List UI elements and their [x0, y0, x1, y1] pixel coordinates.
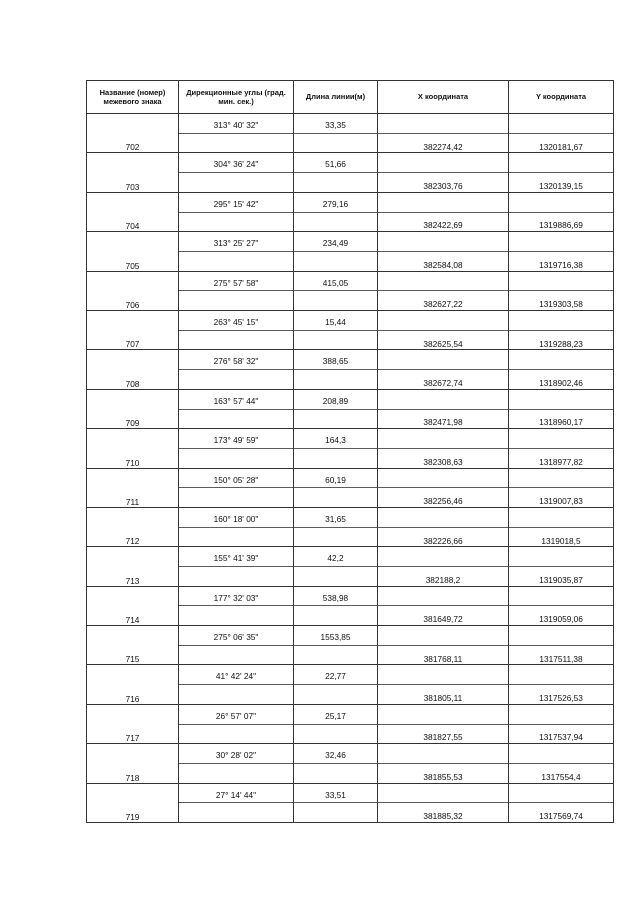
line-length-cell-top: 15,44 — [325, 316, 346, 327]
header-x-coordinate: X координата — [378, 81, 509, 114]
y-coordinate-cell — [509, 468, 614, 507]
x-coordinate-cell-bottom: 382308,63 — [423, 456, 463, 467]
x-coordinate-cell-bottom: 382256,46 — [423, 496, 463, 507]
y-coordinate-cell-bottom: 1318960,17 — [539, 417, 583, 428]
direction-angle-cell — [179, 350, 294, 389]
direction-angle-cell-top: 160° 18' 00" — [213, 513, 259, 524]
header-direction-angle: Дирекционные углы (град. мин. сек.) — [179, 81, 294, 114]
boundary-coordinates-table — [86, 80, 614, 823]
direction-angle-cell-bottom — [179, 182, 293, 192]
header-y-coordinate: Y координата — [509, 81, 614, 114]
x-coordinate-cell — [378, 665, 509, 704]
y-coordinate-cell — [509, 783, 614, 822]
y-coordinate-cell — [509, 744, 614, 783]
line-length-cell-top: 415,05 — [322, 277, 349, 288]
y-coordinate-cell — [509, 704, 614, 743]
y-coordinate-cell-bottom: 1317537,94 — [539, 732, 583, 743]
direction-angle-cell-top: 313° 40' 32" — [213, 120, 259, 130]
y-coordinate-cell-bottom: 1319035,87 — [539, 574, 583, 585]
y-coordinate-cell-top — [509, 279, 613, 289]
direction-angle-cell-top: 163° 57' 44" — [213, 395, 259, 406]
table-row — [87, 744, 614, 783]
point-name-cell: 713 — [87, 547, 179, 586]
line-length-cell-bottom — [294, 143, 377, 153]
x-coordinate-cell — [378, 626, 509, 665]
line-length-cell-bottom — [294, 537, 377, 547]
line-length-cell-top: 33,51 — [325, 789, 346, 800]
x-coordinate-cell-top — [378, 397, 508, 407]
y-coordinate-cell-top — [509, 476, 613, 486]
direction-angle-cell-bottom — [179, 340, 293, 350]
y-coordinate-cell-top — [509, 791, 613, 801]
direction-angle-cell-top: 295° 15' 42" — [213, 198, 259, 209]
direction-angle-cell-bottom — [179, 300, 293, 310]
x-coordinate-cell — [378, 389, 509, 428]
point-name-cell: 715 — [87, 626, 179, 665]
line-length-cell — [294, 507, 378, 546]
table-row — [87, 429, 614, 468]
point-name-cell: 709 — [87, 389, 179, 428]
point-name-cell: 717 — [87, 704, 179, 743]
x-coordinate-cell-bottom: 381649,72 — [423, 614, 463, 625]
line-length-cell-top: 32,46 — [325, 750, 346, 761]
direction-angle-cell — [179, 547, 294, 586]
table-body — [87, 114, 614, 823]
x-coordinate-cell-top — [378, 554, 508, 564]
table-row — [87, 310, 614, 349]
x-coordinate-cell — [378, 783, 509, 822]
line-length-cell-top: 51,66 — [325, 159, 346, 170]
x-coordinate-cell — [378, 507, 509, 546]
line-length-cell-bottom — [294, 576, 377, 586]
x-coordinate-cell-bottom: 381885,32 — [423, 811, 463, 822]
point-name-cell: 703 — [87, 153, 179, 192]
y-coordinate-cell-bottom: 1317511,38 — [539, 653, 583, 664]
direction-angle-cell — [179, 744, 294, 783]
table-row — [87, 704, 614, 743]
y-coordinate-cell-bottom: 1317569,74 — [539, 811, 583, 822]
x-coordinate-cell-bottom: 382471,98 — [423, 417, 463, 428]
x-coordinate-cell-bottom: 382584,08 — [423, 259, 463, 270]
x-coordinate-cell — [378, 704, 509, 743]
line-length-cell-bottom — [294, 497, 377, 507]
line-length-cell-top: 22,77 — [325, 671, 346, 682]
line-length-cell-bottom — [294, 773, 377, 783]
y-coordinate-cell-bottom: 1317526,53 — [539, 693, 583, 704]
direction-angle-cell — [179, 271, 294, 310]
y-coordinate-cell-bottom: 1317554,4 — [541, 771, 581, 782]
y-coordinate-cell — [509, 192, 614, 231]
direction-angle-cell-bottom — [179, 812, 293, 822]
y-coordinate-cell — [509, 350, 614, 389]
x-coordinate-cell-top — [378, 515, 508, 525]
x-coordinate-cell-top — [378, 594, 508, 604]
line-length-cell-top: 208,89 — [322, 395, 349, 406]
line-length-cell — [294, 271, 378, 310]
y-coordinate-cell-top — [509, 200, 613, 210]
table-row — [87, 547, 614, 586]
direction-angle-cell — [179, 626, 294, 665]
line-length-cell-bottom — [294, 458, 377, 468]
point-name-cell: 702 — [87, 114, 179, 153]
point-name-cell: 714 — [87, 586, 179, 625]
x-coordinate-cell-top — [378, 476, 508, 486]
line-length-cell — [294, 429, 378, 468]
line-length-cell-top: 31,65 — [325, 513, 346, 524]
header-point-name: Название (номер) межевого знака — [87, 81, 179, 114]
direction-angle-cell-top: 275° 57' 58" — [213, 277, 259, 288]
direction-angle-cell-top: 263° 45' 15" — [213, 316, 259, 327]
direction-angle-cell-bottom — [179, 458, 293, 468]
point-name-cell: 704 — [87, 192, 179, 231]
direction-angle-cell-bottom — [179, 694, 293, 704]
direction-angle-cell-top: 276° 58' 32" — [213, 356, 259, 367]
line-length-cell-bottom — [294, 655, 377, 665]
line-length-cell-bottom — [294, 261, 377, 271]
x-coordinate-cell — [378, 547, 509, 586]
y-coordinate-cell-top — [509, 121, 613, 131]
direction-angle-cell-top: 155° 41' 39" — [213, 553, 259, 564]
direction-angle-cell-bottom — [179, 418, 293, 428]
direction-angle-cell — [179, 153, 294, 192]
direction-angle-cell — [179, 665, 294, 704]
direction-angle-cell — [179, 389, 294, 428]
x-coordinate-cell-top — [378, 279, 508, 289]
line-length-cell-top: 279,16 — [322, 198, 349, 209]
y-coordinate-cell — [509, 429, 614, 468]
x-coordinate-cell — [378, 586, 509, 625]
y-coordinate-cell-top — [509, 554, 613, 564]
line-length-cell-bottom — [294, 812, 377, 822]
point-name-cell: 705 — [87, 232, 179, 271]
direction-angle-cell-top: 26° 57' 07" — [215, 710, 257, 721]
y-coordinate-cell-top — [509, 239, 613, 249]
table-row — [87, 507, 614, 546]
direction-angle-cell — [179, 586, 294, 625]
line-length-cell-bottom — [294, 300, 377, 310]
line-length-cell — [294, 153, 378, 192]
direction-angle-cell-bottom — [179, 221, 293, 231]
direction-angle-cell-bottom — [179, 733, 293, 743]
line-length-cell-bottom — [294, 694, 377, 704]
x-coordinate-cell-top — [378, 672, 508, 682]
direction-angle-cell-bottom — [179, 537, 293, 547]
direction-angle-cell-top: 173° 49' 59" — [213, 435, 259, 446]
direction-angle-cell-bottom — [179, 497, 293, 507]
table-row — [87, 232, 614, 271]
point-name-cell: 706 — [87, 271, 179, 310]
direction-angle-cell-bottom — [179, 773, 293, 783]
line-length-cell — [294, 310, 378, 349]
x-coordinate-cell-bottom: 381805,11 — [423, 693, 463, 704]
line-length-cell-top: 42,2 — [327, 553, 344, 564]
direction-angle-cell-bottom — [179, 615, 293, 625]
line-length-cell-bottom — [294, 340, 377, 350]
point-name-cell: 716 — [87, 665, 179, 704]
header-line-length: Длина линии(м) — [294, 81, 378, 114]
table-row — [87, 389, 614, 428]
y-coordinate-cell-bottom: 1318977,82 — [539, 456, 583, 467]
line-length-cell-top: 164,3 — [325, 435, 346, 446]
point-name-cell: 712 — [87, 507, 179, 546]
line-length-cell-top: 388,65 — [322, 356, 349, 367]
direction-angle-cell-top: 41° 42' 24" — [215, 671, 257, 682]
line-length-cell-bottom — [294, 418, 377, 428]
table-row — [87, 626, 614, 665]
y-coordinate-cell-top — [509, 594, 613, 604]
line-length-cell — [294, 114, 378, 153]
line-length-cell — [294, 586, 378, 625]
table-row — [87, 783, 614, 822]
direction-angle-cell — [179, 114, 294, 153]
y-coordinate-cell-bottom: 1319716,38 — [539, 259, 583, 270]
y-coordinate-cell-bottom: 1318902,46 — [539, 377, 583, 388]
y-coordinate-cell-top — [509, 397, 613, 407]
x-coordinate-cell-top — [378, 239, 508, 249]
y-coordinate-cell-top — [509, 318, 613, 328]
x-coordinate-cell-bottom: 382226,66 — [423, 535, 463, 546]
line-length-cell — [294, 626, 378, 665]
line-length-cell — [294, 192, 378, 231]
x-coordinate-cell — [378, 310, 509, 349]
direction-angle-cell-top: 313° 25' 27" — [213, 238, 259, 249]
x-coordinate-cell — [378, 429, 509, 468]
line-length-cell-top: 538,98 — [322, 592, 349, 603]
table-row — [87, 350, 614, 389]
point-name-cell: 711 — [87, 468, 179, 507]
table-row — [87, 153, 614, 192]
direction-angle-cell — [179, 704, 294, 743]
line-length-cell — [294, 350, 378, 389]
x-coordinate-cell-top — [378, 436, 508, 446]
y-coordinate-cell-top — [509, 712, 613, 722]
table-row — [87, 468, 614, 507]
x-coordinate-cell-bottom: 381855,53 — [423, 771, 463, 782]
x-coordinate-cell — [378, 153, 509, 192]
y-coordinate-cell — [509, 389, 614, 428]
x-coordinate-cell-bottom: 382627,22 — [423, 299, 463, 310]
y-coordinate-cell-bottom: 1319059,06 — [539, 614, 583, 625]
y-coordinate-cell-top — [509, 751, 613, 761]
line-length-cell-top: 1553,85 — [320, 632, 351, 643]
document-page — [86, 80, 613, 823]
x-coordinate-cell-bottom: 382274,42 — [423, 141, 463, 152]
y-coordinate-cell-top — [509, 515, 613, 525]
direction-angle-cell-top: 304° 36' 24" — [213, 159, 259, 170]
table-row — [87, 586, 614, 625]
x-coordinate-cell — [378, 468, 509, 507]
y-coordinate-cell — [509, 507, 614, 546]
direction-angle-cell-top: 177° 32' 03" — [213, 592, 259, 603]
line-length-cell-bottom — [294, 615, 377, 625]
line-length-cell-top: 234,49 — [322, 238, 349, 249]
line-length-cell — [294, 389, 378, 428]
x-coordinate-cell — [378, 744, 509, 783]
point-name-cell: 710 — [87, 429, 179, 468]
line-length-cell — [294, 783, 378, 822]
x-coordinate-cell-top — [378, 791, 508, 801]
direction-angle-cell — [179, 468, 294, 507]
x-coordinate-cell-bottom: 382625,54 — [423, 338, 463, 349]
line-length-cell-bottom — [294, 221, 377, 231]
y-coordinate-cell-bottom: 1319007,83 — [539, 496, 583, 507]
direction-angle-cell — [179, 310, 294, 349]
direction-angle-cell-top: 27° 14' 44" — [215, 789, 257, 800]
line-length-cell — [294, 232, 378, 271]
line-length-cell-top: 60,19 — [325, 474, 346, 485]
line-length-cell — [294, 665, 378, 704]
x-coordinate-cell-top — [378, 318, 508, 328]
point-name-cell: 719 — [87, 783, 179, 822]
direction-angle-cell-bottom — [179, 379, 293, 389]
x-coordinate-cell-bottom: 381768,11 — [423, 653, 463, 664]
y-coordinate-cell-bottom: 1319303,58 — [539, 299, 583, 310]
direction-angle-cell-bottom — [179, 261, 293, 271]
y-coordinate-cell — [509, 626, 614, 665]
x-coordinate-cell-bottom: 382188,2 — [425, 574, 461, 585]
direction-angle-cell-top: 150° 05' 28" — [213, 474, 259, 485]
direction-angle-cell-bottom — [179, 576, 293, 586]
y-coordinate-cell-bottom: 1319018,5 — [541, 535, 581, 546]
y-coordinate-cell — [509, 547, 614, 586]
table-row — [87, 271, 614, 310]
y-coordinate-cell — [509, 114, 614, 153]
line-length-cell-bottom — [294, 379, 377, 389]
y-coordinate-cell-top — [509, 672, 613, 682]
y-coordinate-cell-top — [509, 160, 613, 170]
x-coordinate-cell-bottom: 382422,69 — [423, 220, 463, 231]
y-coordinate-cell — [509, 271, 614, 310]
line-length-cell — [294, 468, 378, 507]
x-coordinate-cell-top — [378, 200, 508, 210]
y-coordinate-cell-top — [509, 357, 613, 367]
table-header-row — [87, 81, 614, 114]
direction-angle-cell-top: 275° 06' 35" — [213, 632, 259, 643]
x-coordinate-cell-top — [378, 357, 508, 367]
y-coordinate-cell — [509, 310, 614, 349]
x-coordinate-cell — [378, 350, 509, 389]
y-coordinate-cell — [509, 232, 614, 271]
line-length-cell-bottom — [294, 182, 377, 192]
point-name-cell: 707 — [87, 310, 179, 349]
y-coordinate-cell-top — [509, 436, 613, 446]
x-coordinate-cell-bottom: 382672,74 — [423, 377, 463, 388]
x-coordinate-cell-top — [378, 121, 508, 131]
x-coordinate-cell-bottom: 381827,55 — [423, 732, 463, 743]
direction-angle-cell-bottom — [179, 143, 293, 153]
point-name-cell: 708 — [87, 350, 179, 389]
table-row — [87, 665, 614, 704]
x-coordinate-cell-top — [378, 751, 508, 761]
direction-angle-cell — [179, 232, 294, 271]
y-coordinate-cell — [509, 586, 614, 625]
line-length-cell — [294, 704, 378, 743]
y-coordinate-cell — [509, 153, 614, 192]
point-name-cell: 718 — [87, 744, 179, 783]
table-row — [87, 192, 614, 231]
line-length-cell-top: 33,35 — [325, 120, 346, 130]
y-coordinate-cell — [509, 665, 614, 704]
y-coordinate-cell-top — [509, 633, 613, 643]
direction-angle-cell-top: 30° 28' 02" — [215, 750, 257, 761]
direction-angle-cell — [179, 429, 294, 468]
x-coordinate-cell — [378, 114, 509, 153]
direction-angle-cell — [179, 783, 294, 822]
y-coordinate-cell-bottom: 1319288,23 — [539, 338, 583, 349]
x-coordinate-cell-top — [378, 633, 508, 643]
x-coordinate-cell-bottom: 382303,76 — [423, 180, 463, 191]
y-coordinate-cell-bottom: 1320139,15 — [539, 180, 583, 191]
x-coordinate-cell-top — [378, 712, 508, 722]
line-length-cell-top: 25,17 — [325, 710, 346, 721]
direction-angle-cell — [179, 192, 294, 231]
x-coordinate-cell — [378, 232, 509, 271]
y-coordinate-cell-bottom: 1319886,69 — [539, 220, 583, 231]
line-length-cell — [294, 547, 378, 586]
direction-angle-cell-bottom — [179, 655, 293, 665]
x-coordinate-cell — [378, 271, 509, 310]
y-coordinate-cell-bottom: 1320181,67 — [539, 141, 583, 152]
x-coordinate-cell-top — [378, 160, 508, 170]
line-length-cell — [294, 744, 378, 783]
table-row — [87, 114, 614, 153]
line-length-cell-bottom — [294, 733, 377, 743]
x-coordinate-cell — [378, 192, 509, 231]
direction-angle-cell — [179, 507, 294, 546]
